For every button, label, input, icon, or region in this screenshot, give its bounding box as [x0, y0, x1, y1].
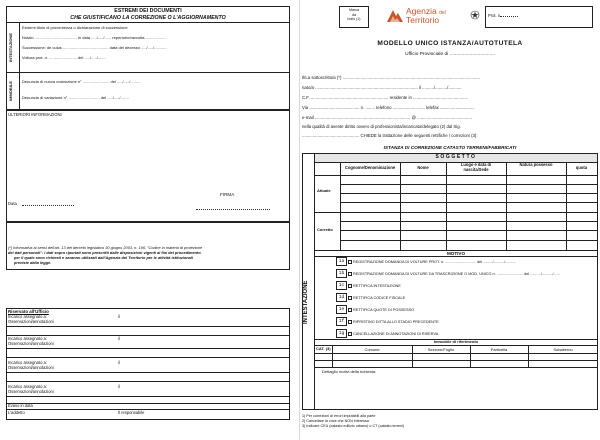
nuova-costruzione-field[interactable]: Denuncia di nuova costruzione n° ........................ del ...../...../......... — [22, 79, 141, 84]
form-title: MODELLO UNICO ISTANZA/AUTOTUTELA — [377, 40, 523, 47]
section-heading-2: CHE GIUSTIFICANO LA CORREZIONE O L'AGGIORNAMENTO — [70, 14, 226, 21]
motivo-checkbox-1g[interactable] — [348, 332, 352, 336]
il-label: il — [118, 384, 120, 389]
ufficio-provinciale-field[interactable]: Ufficio Provinciale di .................................. — [405, 52, 495, 57]
firma-label: FIRMA — [220, 192, 235, 197]
motivo-checkbox-1c[interactable] — [348, 284, 352, 288]
osservazioni-label: Osservazioni/annotazioni — [8, 365, 54, 370]
immobile-side-label: IMMOBILE — [8, 81, 13, 101]
cat-label: CAT. (3) — [316, 346, 331, 351]
motivo-text-1b: REGISTRAZIONE DOMANDA DI VOLTURE DA TRASCRIZIONE O MOD. UNICO n. ......................... del ........../........../...... — [353, 272, 560, 276]
intestazione-side-label: INTESTAZIONE — [8, 32, 13, 63]
col-quota: quota — [575, 165, 588, 170]
successione-field[interactable]: Successione: de cuius ......................................... data del decesso ...../...../........... — [22, 45, 167, 50]
motivo-code-1g: 1g — [336, 329, 347, 338]
data-label: Data — [8, 201, 17, 206]
motivo-header: MOTIVO — [446, 251, 466, 256]
qualita-line: nella qualità di avente diritto ovvero di professionista/incaricato/delegato (2) dal Sig. — [302, 124, 461, 129]
motivo-checkbox-1f[interactable] — [348, 320, 352, 324]
osservazioni-label: Osservazioni/annotazioni — [8, 341, 54, 346]
col-subalterno: Subalterno — [553, 347, 573, 352]
marca-label: Marca — [349, 8, 359, 12]
footnote-2: 2) Cancellare la voce che NON interessa — [302, 419, 369, 423]
motivo-checkbox-1a[interactable] — [348, 260, 352, 264]
soggetto-header: SOGGETTO — [435, 154, 477, 160]
il-label: il — [118, 314, 120, 319]
motivo-code-1b: 1b — [336, 269, 347, 278]
instance-title: ISTANZA DI CORREZIONE CATASTO TERRENI/FABBRICATI — [383, 145, 517, 150]
agency-name-agenzia: Agenzia — [406, 6, 437, 16]
variazione-field[interactable]: Denuncia di variazione n° ............................ del ...../...../........ — [22, 95, 130, 100]
osservazioni-label: Osservazioni/annotazioni — [8, 319, 54, 324]
incarico-label: Incarico assegnato a: — [8, 314, 47, 319]
motivo-text-1a: REGISTRAZIONE DOMANDA DI VOLTURE PROT. n. ............................. del ........./........../.......... — [353, 260, 516, 264]
evaso-label: Evaso in data — [8, 403, 33, 408]
incarico-label: Incarico assegnato a: — [8, 360, 47, 365]
col-comune: Comune — [364, 347, 380, 352]
chiede-line[interactable]: ................................................ CHIEDE la trattazione delle seguenti rettifiche / correzioni (3): — [302, 133, 478, 138]
agenzia-logo-icon — [386, 8, 404, 24]
italy-emblem-icon — [470, 9, 480, 21]
notaio-field[interactable]: Notaio ...................................... in data ...../...../...... repertorio/raccolta ................... — [22, 35, 167, 40]
motivo-code-1a: 1a — [336, 257, 347, 266]
motivo-text-1d: RETTIFICA CODICE FISCALE — [353, 296, 406, 300]
prot-label: Prot. n. — [488, 13, 502, 18]
privacy-note-4: previste dalla legge. — [14, 260, 52, 265]
motivo-checkbox-1d[interactable] — [348, 296, 352, 300]
codice-fiscale-field[interactable]: C.F. ................................................................. residente in .............................................. — [302, 95, 468, 100]
motivo-text-1g: CANCELLAZIONE DI ANNOTAZIONI DI RISERVA — [353, 332, 439, 336]
motivo-code-1e: 1e — [336, 305, 347, 314]
immobile-riferimento-title: Immobile di riferimento — [433, 339, 479, 344]
via-telefono-field[interactable]: Via .......................................... n. ........ telefono ........................... telefax ............................. — [302, 105, 475, 110]
email-field[interactable]: e-mail ................................................................................ @ .............................................. — [302, 115, 473, 120]
motivo-code-1f: 1f — [336, 317, 347, 326]
ulteriori-label: ULTERIORI INFORMAZIONI — [8, 112, 62, 117]
osservazioni-label: Osservazioni/annotazioni — [8, 389, 54, 394]
attuale-label: Attuale — [317, 188, 331, 193]
addetto-label: L'addetto — [8, 410, 25, 415]
il-label: il — [118, 360, 120, 365]
intestazione-side-label-right: INTESTAZIONE — [303, 280, 309, 324]
section-heading-1: ESTREMI DEI DOCUMENTI — [114, 8, 182, 14]
col-sezione-foglio: Sezione/Foglio — [427, 347, 455, 352]
office-reserved-title: Riservato all'Ufficio — [8, 309, 49, 314]
agency-name-del: del — [439, 10, 446, 16]
titolo-provenienza-row: Estremi titolo di provenienza o dichiarazione di successione — [22, 25, 128, 30]
incarico-label: Incarico assegnato a: — [8, 336, 47, 341]
footnote-1: 1) Per correzioni di errori imputabili alla parte — [302, 414, 376, 418]
footnote-3: 3) Indicare CEU (catasto edilizio urbano) o CT (catasto terreni) — [302, 424, 405, 428]
right-page — [300, 0, 600, 440]
col-nome: Nome — [417, 165, 429, 170]
voltura-field[interactable]: Voltura prot. n. ......................... del ...../...../....... — [22, 55, 106, 60]
firma-line[interactable] — [196, 209, 270, 210]
dettaglio-motivi-label: Dettaglio motivi della richiesta: — [322, 369, 377, 374]
corretto-label: Corretto — [317, 227, 333, 232]
motivo-text-1c: RETTIFICA INTESTAZIONE — [353, 284, 401, 288]
motivo-text-1e: RETTIFICA QUOTE DI POSSESSO — [353, 308, 414, 312]
motivo-text-1f: RIPRISTINO DITTA ALLO STADIO PRECEDENTE — [353, 320, 439, 324]
bollo-label: bollo (1) — [347, 17, 361, 21]
col-natura: Natura possesso — [519, 162, 553, 167]
col-particella: Particella — [490, 347, 508, 352]
privacy-note-3: per il quale sono richiesti e saranno utilizzati dall'Agenzia del Territorio per le attività istituzionali — [14, 255, 193, 260]
col-cognome: Cognome/Denominazione — [344, 165, 396, 170]
privacy-note-1: (*) Informativa ai sensi dell'art. 13 del decreto legislativo 30 giugno 2003, n. 196, "Codice in materia di protezione — [8, 245, 203, 250]
agency-name-line2: Territorio — [406, 15, 440, 25]
motivo-code-1d: 1d — [336, 293, 347, 302]
motivo-checkbox-1e[interactable] — [348, 308, 352, 312]
responsabile-label: Il responsabile — [118, 410, 145, 415]
motivo-code-1c: 1c — [336, 281, 347, 290]
prot-number-line[interactable] — [500, 16, 518, 17]
privacy-note-2: dei dati personali": i dati sopra riportati sono prescritti dalle disposizioni vigenti ai fini del procedimento — [8, 250, 201, 255]
col-luogo-data: Luogo e data di nascita/Sede — [460, 162, 492, 172]
nato-field[interactable]: nato/a ...................................................................................... il ........../........../........... — [302, 85, 462, 90]
incarico-label: Incarico assegnato a: — [8, 384, 47, 389]
motivo-checkbox-1b[interactable] — [348, 272, 352, 276]
da-label: da — [352, 12, 356, 17]
data-line[interactable] — [22, 205, 74, 206]
sottoscritto-field[interactable]: Il/La sottoscritto/a (*) ................................................................................................................... — [302, 75, 480, 80]
il-label: il — [118, 336, 120, 341]
